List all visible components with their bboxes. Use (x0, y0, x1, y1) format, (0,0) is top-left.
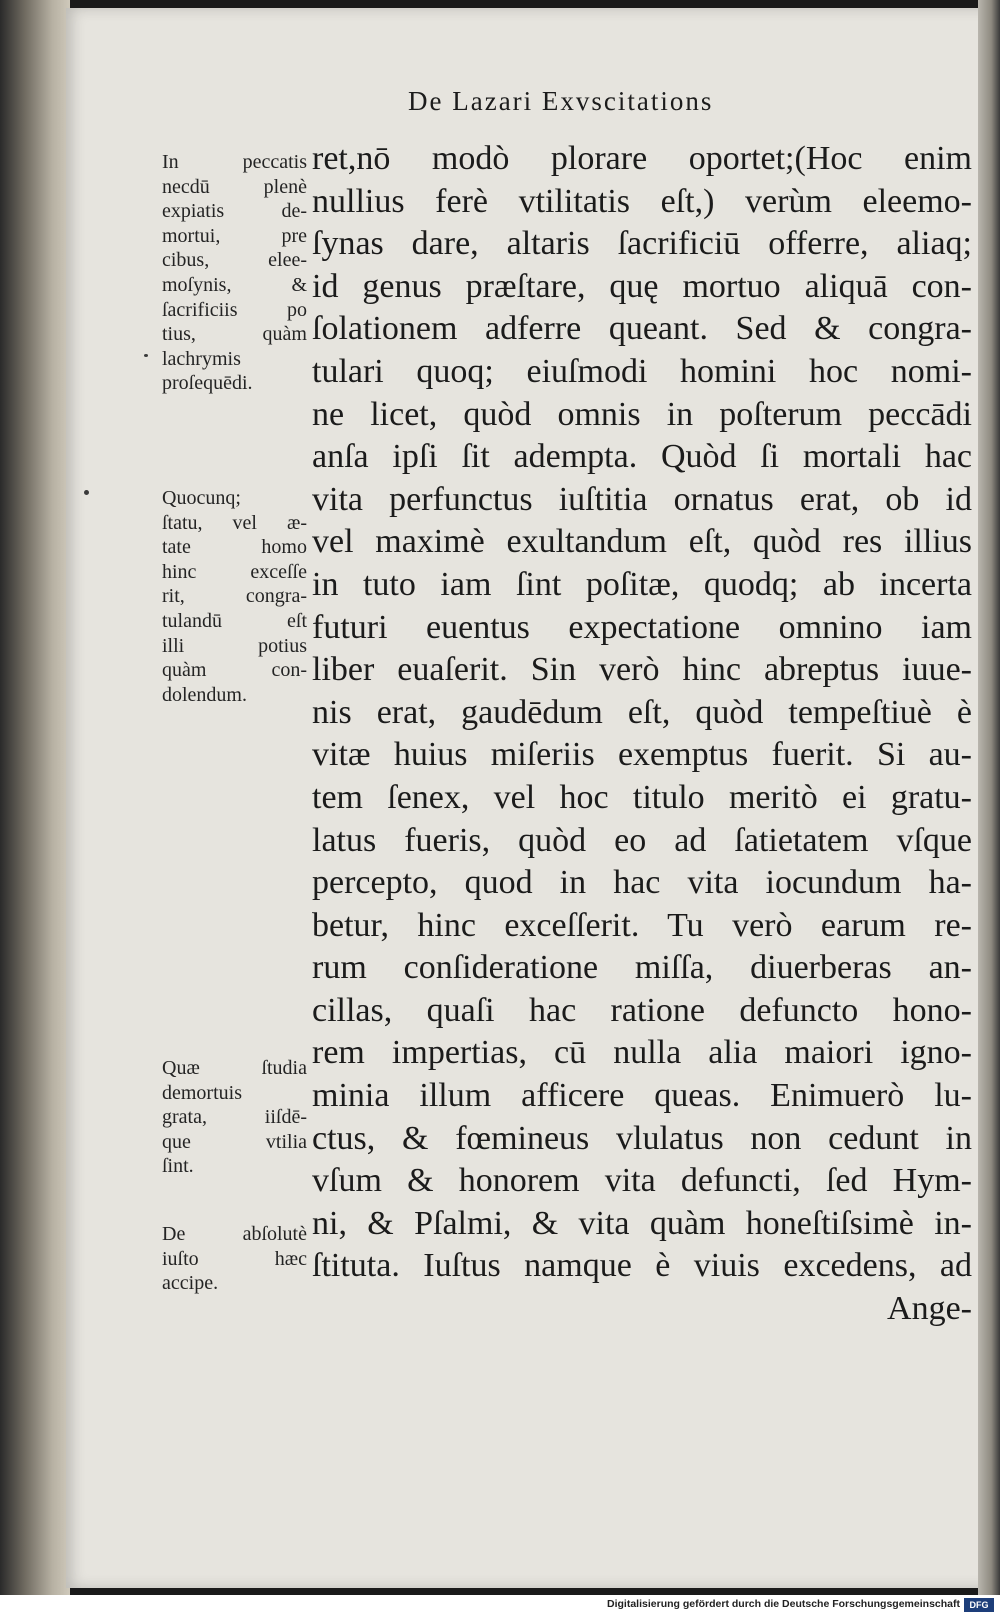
note-line: iuſto hæc (162, 1247, 307, 1270)
dfg-logo-icon: DFG (964, 1598, 994, 1612)
note-line: que vtilia (162, 1130, 307, 1153)
text-line: betur, hinc exceſſerit. Tu verò earum re- (312, 906, 972, 944)
note-line: grata, iiſdē- (162, 1106, 307, 1129)
text-line: in tuto iam ſint poſitæ, quodq; ab incerta (312, 565, 972, 603)
note-line: mortui, pre (162, 224, 307, 247)
note-line: tulandū eſt (162, 609, 307, 632)
text-line: cillas, quaſi hac ratione defuncto hono- (312, 991, 972, 1029)
text-line: liber euaſerit. Sin verò hinc abreptus iuue- (312, 651, 972, 689)
note-line: Quæ ſtudia (162, 1057, 307, 1079)
note-line: In peccatis (162, 151, 307, 173)
note-line: moſynis, & (162, 273, 307, 296)
note-line: rit, congra- (162, 585, 307, 608)
catchword: Ange- (887, 1290, 972, 1328)
page-right-edge (978, 0, 1000, 1595)
note-line: dolendum. (162, 683, 247, 706)
text-line: latus fueris, quòd eo ad ſatietatem vſque (312, 821, 972, 859)
text-line: rum conſideratione miſſa, diuerberas an- (312, 949, 972, 987)
note-line: quàm con- (162, 659, 307, 682)
text-line: nullius ferè vtilitatis eſt,) verùm eleemo- (312, 182, 972, 220)
text-line: tulari quoq; eiuſmodi homini hoc nomi- (312, 352, 972, 390)
text-line: rem impertias, cū nulla alia maiori igno- (312, 1034, 972, 1072)
text-line: nis erat, gaudēdum eſt, quòd tempeſtiuè è (312, 693, 972, 731)
text-line: ſtituta. Iuſtus namque è viuis excedens, ad (312, 1247, 972, 1285)
note-line: ſtatu, vel æ- (162, 511, 307, 534)
text-line: ni, & Pſalmi, & vita quàm honeſtiſsimè in- (312, 1204, 972, 1242)
text-line: ſynas dare, altaris ſacrificiū offerre, aliaq; (312, 225, 972, 263)
note-line: expiatis de- (162, 200, 307, 223)
text-line: vitæ huius miſeriis exemptus fuerit. Si au- (312, 736, 972, 774)
text-line: ſolationem adferre queant. Sed & congra- (312, 310, 972, 348)
note-line: proſequēdi. (162, 372, 253, 395)
margin-note-prayers (162, 150, 307, 396)
note-line: accipe. (162, 1272, 219, 1295)
note-line: cibus, elee- (162, 249, 307, 272)
note-line: ſacrificiis po (162, 298, 307, 321)
text-line: ctus, & fœmineus vlulatus non cedunt in (312, 1119, 972, 1157)
text-line: ne licet, quòd omnis in poſterum peccādi (312, 395, 972, 433)
text-line: ret,nō modò plorare oportet;(Hoc enim (312, 140, 972, 177)
note-line: tius, quàm (162, 323, 307, 346)
text-line: percepto, quod in hac vita iocundum ha- (312, 864, 972, 902)
note-line: necdū plenè (162, 175, 307, 198)
note-line: Quocunq; (162, 487, 241, 509)
text-line: anſa ipſi ſit adempta. Quòd ſi mortali hac (312, 438, 972, 476)
ink-speck (144, 354, 148, 357)
text-line: id genus præſtare, quę mortuo aliquā con- (312, 267, 972, 305)
margin-note-congratulate (162, 486, 307, 707)
footer-credit: Digitalisierung gefördert durch die Deutsche Forschungsgemeinschaft (607, 1598, 960, 1610)
margin-note-just (162, 1222, 307, 1296)
note-line: tate homo (162, 536, 307, 559)
text-line: minia illum afficere queas. Enimuerò lu- (312, 1077, 972, 1115)
ink-speck (84, 490, 89, 495)
note-line: lachrymis (162, 347, 241, 370)
text-line: vſum & honorem vita defuncti, ſed Hym- (312, 1162, 972, 1200)
main-text-block (312, 138, 972, 1331)
margin-note-studies (162, 1056, 307, 1179)
text-line: vel maximè exultandum eſt, quòd res illius (312, 523, 972, 561)
text-line: vita perfunctus iuſtitia ornatus erat, ob id (312, 480, 972, 518)
note-line: ſint. (162, 1155, 194, 1178)
note-line: demortuis (162, 1081, 242, 1104)
note-line: De abſolutè (162, 1223, 307, 1245)
note-line: hinc exceſſe (162, 560, 307, 583)
running-head: De Lazari Exvscitations (408, 86, 714, 116)
footer-bar (0, 1595, 1000, 1617)
note-line: illi potius (162, 634, 307, 657)
text-line: futuri euentus expectatione omnino iam (312, 608, 972, 646)
text-line: tem ſenex, vel hoc titulo meritò ei gratu- (312, 778, 972, 816)
book-spine-edge (0, 0, 70, 1595)
